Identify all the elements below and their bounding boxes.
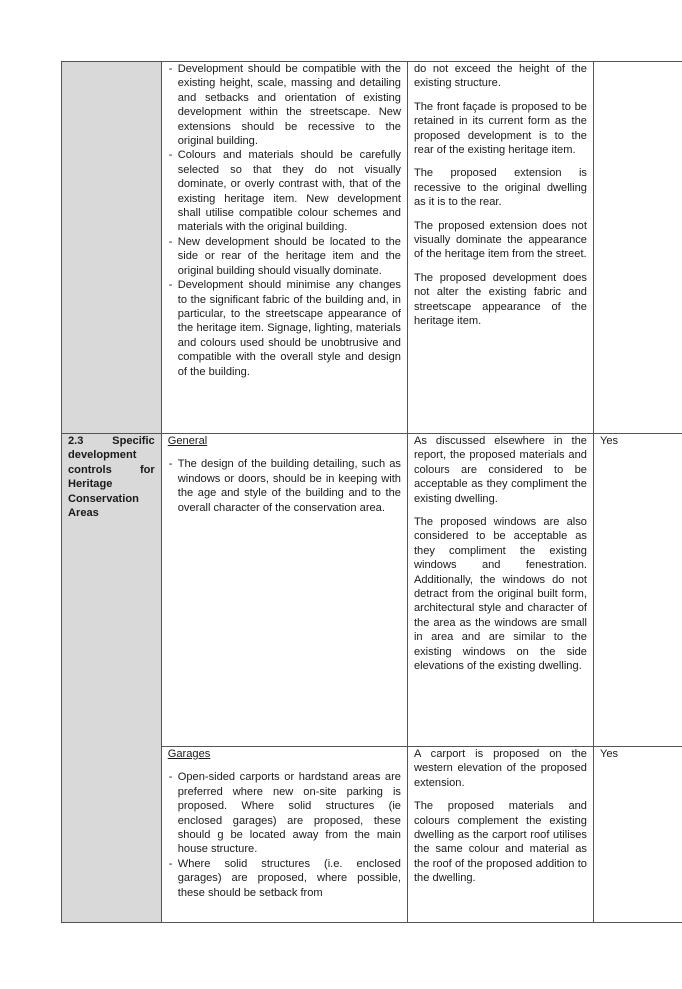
comment-paragraph: The proposed materials and colours complement the existing dwelling as the carport roof utilises the same colour and material as the roof of the proposed addition to the dwelling. <box>413 800 587 885</box>
requirement-list <box>168 62 401 379</box>
list-item: - Development should minimise any changes to the significant fabric of the building and, in particular, to the streetscape appearance of the heritage item. Signage, lighting, materials and colours used should be unobtrusive and compatible with the overall style and design of the building. <box>168 278 401 379</box>
section-heading: Garages <box>167 748 211 760</box>
table-row <box>62 434 682 747</box>
requirement-cell <box>161 62 407 434</box>
comment-cell <box>407 747 593 923</box>
comment-paragraph: The front façade is proposed to be retained in its current form as the proposed development is to the rear of the existing heritage item. <box>413 100 587 157</box>
complies-cell: Yes <box>593 747 682 923</box>
control-cell <box>62 62 162 434</box>
complies-cell <box>593 62 682 434</box>
comment-paragraph: do not exceed the height of the existing structure. <box>413 63 587 90</box>
control-heading: 2.3 Specific development controls for Heritage Conservation Areas <box>68 435 155 520</box>
section-heading: General <box>167 435 208 447</box>
list-item: - Colours and materials should be carefully selected so that they do not visually dominate, or overly contrast with, that of the existing heritage item. New development shall utilise compatible colour schemes and materials with the original building. <box>168 148 401 234</box>
list-item: - Open-sided carports or hardstand areas are preferred where new on-site parking is proposed. Where solid structures (ie enclosed garages) are proposed, these should g be located away from the main house structure. <box>168 770 401 856</box>
comment-paragraph: A carport is proposed on the western elevation of the proposed extension. <box>413 748 587 789</box>
list-item: - New development should be located to the side or rear of the heritage item and the original building should visually dominate. <box>168 235 401 278</box>
comment-paragraph: As discussed elsewhere in the report, the proposed materials and colours are considered to be acceptable as they compliment the existing dwelling. <box>413 435 587 505</box>
comment-paragraph: The proposed extension is recessive to the original dwelling as it is to the rear. <box>413 167 587 209</box>
comment-paragraph: The proposed extension does not visually dominate the appearance of the heritage item from the street. <box>413 219 587 261</box>
control-heading-cell <box>62 434 162 923</box>
list-item: - Where solid structures (i.e. enclosed garages) are proposed, where possible, these should be setback from <box>168 857 401 900</box>
complies-cell: Yes <box>593 434 682 747</box>
list-item: - Development should be compatible with the existing height, scale, massing and detailing and setbacks and orientation of existing development within the streetscape. New extensions should be recessive to the original building. <box>168 62 401 148</box>
requirement-cell <box>161 434 407 747</box>
requirement-cell <box>161 747 407 923</box>
compliance-table <box>61 61 682 923</box>
table-row <box>62 62 682 434</box>
requirement-list <box>168 457 401 515</box>
comment-paragraph: The proposed windows are also considered to be acceptable as they compliment the existing windows and fenestration. Additionally, the windows do not detract from the original built form, architectural style and character of the area as the windows are small in area and are similar to the existing windows on the side elevations of the existing dwelling. <box>413 516 587 673</box>
requirement-list <box>168 770 401 900</box>
list-item: - The design of the building detailing, such as windows or doors, should be in keeping with the age and style of the building and to the overall character of the conservation area. <box>168 457 401 515</box>
comment-cell <box>407 62 593 434</box>
comment-paragraph: The proposed development does not alter the existing fabric and streetscape appearance of the heritage item. <box>413 271 587 328</box>
comment-cell <box>407 434 593 747</box>
